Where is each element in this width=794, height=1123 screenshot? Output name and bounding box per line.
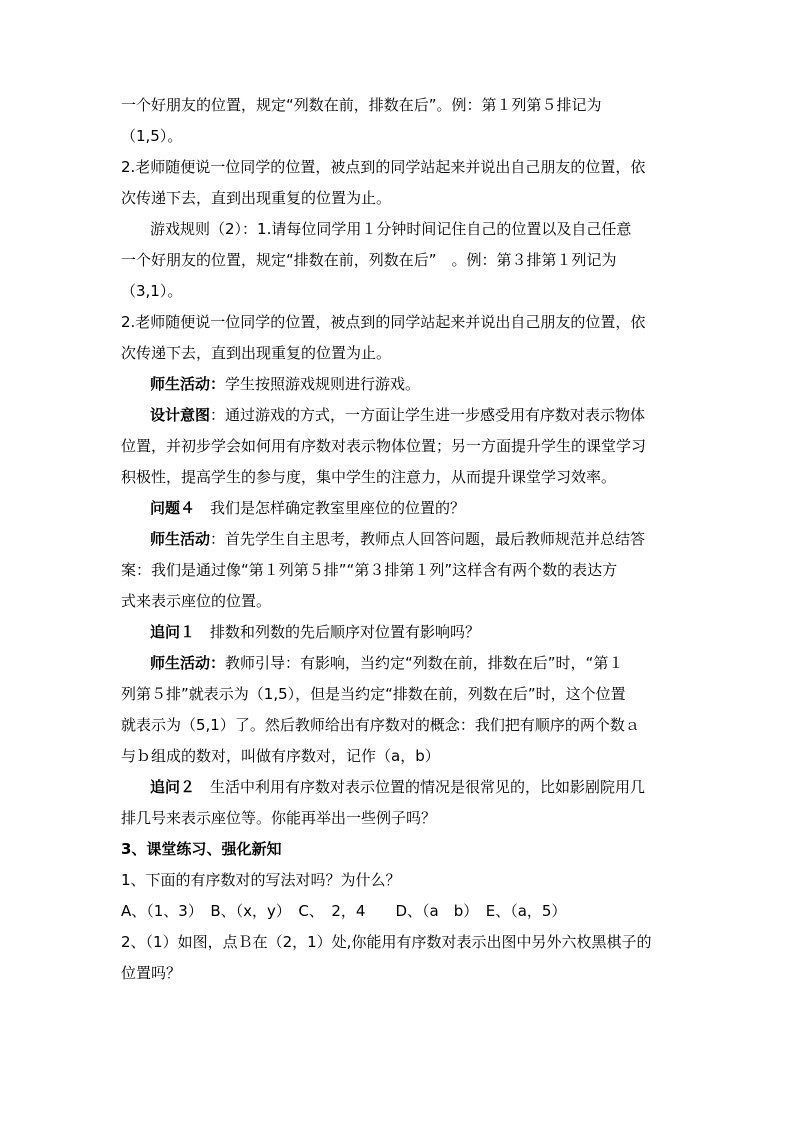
paragraph-line <box>121 560 617 580</box>
text-run: （1,5）。 <box>121 127 183 145</box>
paragraph-line <box>121 808 436 828</box>
text-run: 1、下面的有序数对的写法对吗？为什么？ <box>121 871 401 889</box>
text-run: 列第５排”就表示为（1,5），但是当约定“排数在前，列数在后”时，这个位置 <box>121 685 626 703</box>
paragraph-line <box>121 312 645 332</box>
text-run: 排几号来表示座位等。你能再举出一些例子吗？ <box>121 809 437 827</box>
text-run: 教师引导：有影响，当约定“列数在前，排数在后”时，“第１ <box>225 654 624 672</box>
text-run: ：首先学生自主思考，教师点人回答问题，最后教师规范并总结答 <box>210 530 646 548</box>
text-run: 案：我们是通过像“第１列第５排”“第３排第１列”这样含有两个数的表达方 <box>121 561 618 579</box>
text-run: （3,1）。 <box>121 282 183 300</box>
text-run: 排数和列数的先后顺序对位置有影响吗？ <box>195 623 481 641</box>
paragraph-line <box>121 436 646 456</box>
paragraph-line <box>150 653 623 673</box>
bold-label: 问题４ <box>150 499 196 517</box>
paragraph-line <box>121 963 181 983</box>
paragraph-line <box>121 901 566 921</box>
paragraph-line <box>121 932 651 952</box>
text-run: A、（1、3） B、（x，y） C、 2，4 D、（a b） E、（a，5） <box>121 902 567 920</box>
paragraph-line <box>121 95 602 115</box>
paragraph-line <box>121 281 182 301</box>
bold-label: 师生活动 <box>150 530 211 548</box>
section-heading <box>121 839 281 859</box>
bold-label: 设计意图 <box>150 406 211 424</box>
paragraph-line <box>150 529 645 549</box>
paragraph-line <box>121 343 391 363</box>
text-run: 2.老师随便说一位同学的位置，被点到的同学站起来并说出自己朋友的位置，依 <box>121 313 646 331</box>
paragraph-line <box>121 591 271 611</box>
text-run: 式来表示座位的位置。 <box>121 592 272 610</box>
bold-label: 追问１ <box>150 623 196 641</box>
paragraph-line <box>150 219 631 239</box>
paragraph-line <box>121 684 626 704</box>
paragraph-line <box>121 715 640 735</box>
paragraph-line <box>121 126 182 146</box>
text-run: 次传递下去，直到出现重复的位置为止。 <box>121 344 392 362</box>
bold-label: 师生活动： <box>150 375 226 393</box>
paragraph-line <box>121 746 440 766</box>
text-run: 位置，并初步学会如何用有序数对表示物体位置；另一方面提升学生的课堂学习 <box>121 437 647 455</box>
text-run: 积极性，提高学生的参与度，集中学生的注意力，从而提升课堂学习效率。 <box>121 468 617 486</box>
text-run: 次传递下去，直到出现重复的位置为止。 <box>121 189 392 207</box>
paragraph-line <box>121 188 391 208</box>
text-run: 一个好朋友的位置，规定“列数在前，排数在后”。例：第１列第５排记为 <box>121 96 602 114</box>
paragraph-line <box>150 777 645 797</box>
paragraph-line <box>150 498 465 518</box>
text-run: ：通过游戏的方式，一方面让学生进一步感受用有序数对表示物体 <box>210 406 646 424</box>
paragraph-line <box>150 405 645 425</box>
text-run: 位置吗？ <box>121 964 182 982</box>
paragraph-line <box>150 374 420 394</box>
text-run: 学生按照游戏规则进行游戏。 <box>225 375 421 393</box>
text-run: 2.老师随便说一位同学的位置，被点到的同学站起来并说出自己朋友的位置，依 <box>121 158 646 176</box>
heading-text: 3、课堂练习、强化新知 <box>121 840 282 858</box>
bold-label: 追问２ <box>150 778 196 796</box>
paragraph-line <box>121 250 617 270</box>
text-run: 2、（1）如图，点Ｂ在（2，1）处,你能用有序数对表示出图中另外六枚黑棋子的 <box>121 933 652 951</box>
paragraph-line <box>121 870 401 890</box>
paragraph-line <box>150 622 480 642</box>
text-run: 生活中利用有序数对表示位置的情况是很常见的，比如影剧院用几 <box>195 778 646 796</box>
text-run: 我们是怎样确定教室里座位的位置的？ <box>195 499 466 517</box>
text-run: 与ｂ组成的数对，叫做有序数对，记作（a，b） <box>121 747 440 765</box>
bold-label: 师生活动： <box>150 654 226 672</box>
paragraph-line <box>121 467 616 487</box>
paragraph-line <box>121 157 645 177</box>
text-run: 游戏规则（2）：1.请每位同学用１分钟时间记住自己的位置以及自己任意 <box>150 220 632 238</box>
text-run: 就表示为（5,1）了。然后教师给出有序数对的概念：我们把有顺序的两个数ａ <box>121 716 640 734</box>
text-run: 一个好朋友的位置，规定“排数在前，列数在后” 。例：第３排第１列记为 <box>121 251 617 269</box>
